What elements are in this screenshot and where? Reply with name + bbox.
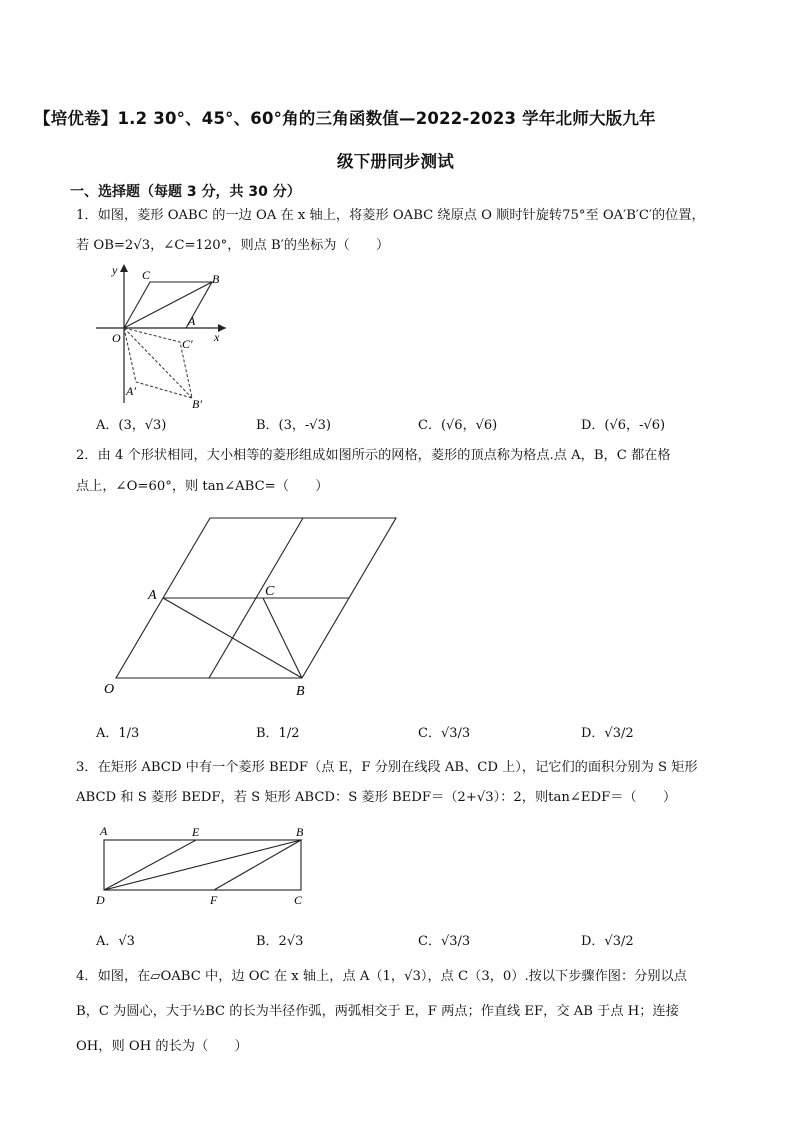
q4-text-line2: B，C 为圆心，大于½BC 的长为半径作弧，两弧相交于 E，F 两点；作直线 EF，交 AB 于点 H；连接 bbox=[76, 1004, 679, 1019]
section-heading: 一、选择题（每题 3 分，共 30 分） bbox=[70, 184, 301, 200]
q2-line-ab bbox=[163, 598, 302, 678]
q3-text-line2: ABCD 和 S 菱形 BEDF，若 S 矩形 ABCD：S 菱形 BEDF＝（2+√3）：2，则tan∠EDF＝（ ） bbox=[76, 790, 677, 805]
q2-text-line2: 点上，∠O=60°，则 tan∠ABC=（ ） bbox=[76, 479, 329, 494]
q3-option-d[interactable]: D．√3/2 bbox=[581, 934, 634, 949]
q1-label-x: x bbox=[214, 330, 220, 344]
q3-label-f: F bbox=[210, 893, 218, 906]
q3-label-c: C bbox=[294, 893, 303, 906]
q2-option-b[interactable]: B．1/2 bbox=[256, 726, 300, 741]
q2-option-c[interactable]: C．√3/3 bbox=[418, 726, 471, 741]
q3-label-e: E bbox=[192, 825, 200, 839]
q1-label-c: C bbox=[142, 268, 151, 282]
q3-option-b[interactable]: B．2√3 bbox=[256, 934, 304, 949]
q2-option-a[interactable]: A．1/3 bbox=[96, 726, 140, 741]
q3-figure bbox=[92, 822, 314, 906]
q1-label-a: A bbox=[188, 314, 196, 328]
q2-label-c: C bbox=[265, 584, 275, 599]
q2-line-cb bbox=[263, 598, 302, 678]
q3-diagonal-db bbox=[104, 840, 301, 890]
q1-label-b2: B′ bbox=[192, 397, 202, 411]
q1-option-d[interactable]: D．(√6，-√6) bbox=[581, 418, 666, 433]
q3-option-a[interactable]: A．√3 bbox=[96, 934, 135, 949]
q1-figure bbox=[88, 258, 238, 413]
page-title-line1: 【培优卷】1.2 30°、45°、60°角的三角函数值—2022-2023 学年北师大版九年 bbox=[34, 109, 656, 128]
q1-y-arrow bbox=[120, 264, 128, 272]
q2-option-d[interactable]: D．√3/2 bbox=[581, 726, 634, 741]
q2-label-o: O bbox=[104, 682, 115, 697]
page-title-line2: 级下册同步测试 bbox=[337, 152, 454, 171]
q3-option-c[interactable]: C．√3/3 bbox=[418, 934, 471, 949]
q1-text-line2: 若 OB=2√3，∠C=120°，则点 B′的坐标为（ ） bbox=[76, 238, 390, 253]
q1-option-a[interactable]: A．(3，√3) bbox=[96, 418, 167, 433]
q1-label-a2: A′ bbox=[126, 384, 136, 398]
q1-option-c[interactable]: C．(√6，√6) bbox=[418, 418, 498, 433]
q1-label-c2: C′ bbox=[182, 337, 193, 351]
q3-label-b: B bbox=[296, 825, 304, 839]
q4-text-line1: 4．如图，在▱OABC 中，边 OC 在 x 轴上，点 A（1，√3），点 C（3，0）.按以下步骤作图：分别以点 bbox=[76, 969, 687, 984]
q1-label-y: y bbox=[112, 263, 118, 277]
q3-label-d: D bbox=[96, 893, 105, 906]
q1-label-b: B bbox=[212, 272, 220, 286]
q3-label-a: A bbox=[100, 824, 108, 838]
q2-figure bbox=[98, 510, 408, 702]
q2-text-line1: 2．由 4 个形状相同，大小相等的菱形组成如图所示的网格，菱形的顶点称为格点.点 A，B，C 都在格 bbox=[76, 448, 671, 463]
q4-text-line3: OH，则 OH 的长为（ ） bbox=[76, 1039, 248, 1054]
q2-label-b: B bbox=[296, 684, 305, 699]
q3-text-line1: 3．在矩形 ABCD 中有一个菱形 BEDF（点 E，F 分别在线段 AB、CD 上），记它们的面积分别为 S 矩形 bbox=[76, 760, 698, 775]
q1-option-b[interactable]: B．(3，-√3) bbox=[256, 418, 331, 433]
q1-label-o: O bbox=[112, 331, 121, 345]
q1-text-line1: 1．如图，菱形 OABC 的一边 OA 在 x 轴上，将菱形 OABC 绕原点 O 顺时针旋转75°至 OA′B′C′的位置， bbox=[76, 208, 705, 223]
q2-label-a: A bbox=[148, 588, 157, 603]
